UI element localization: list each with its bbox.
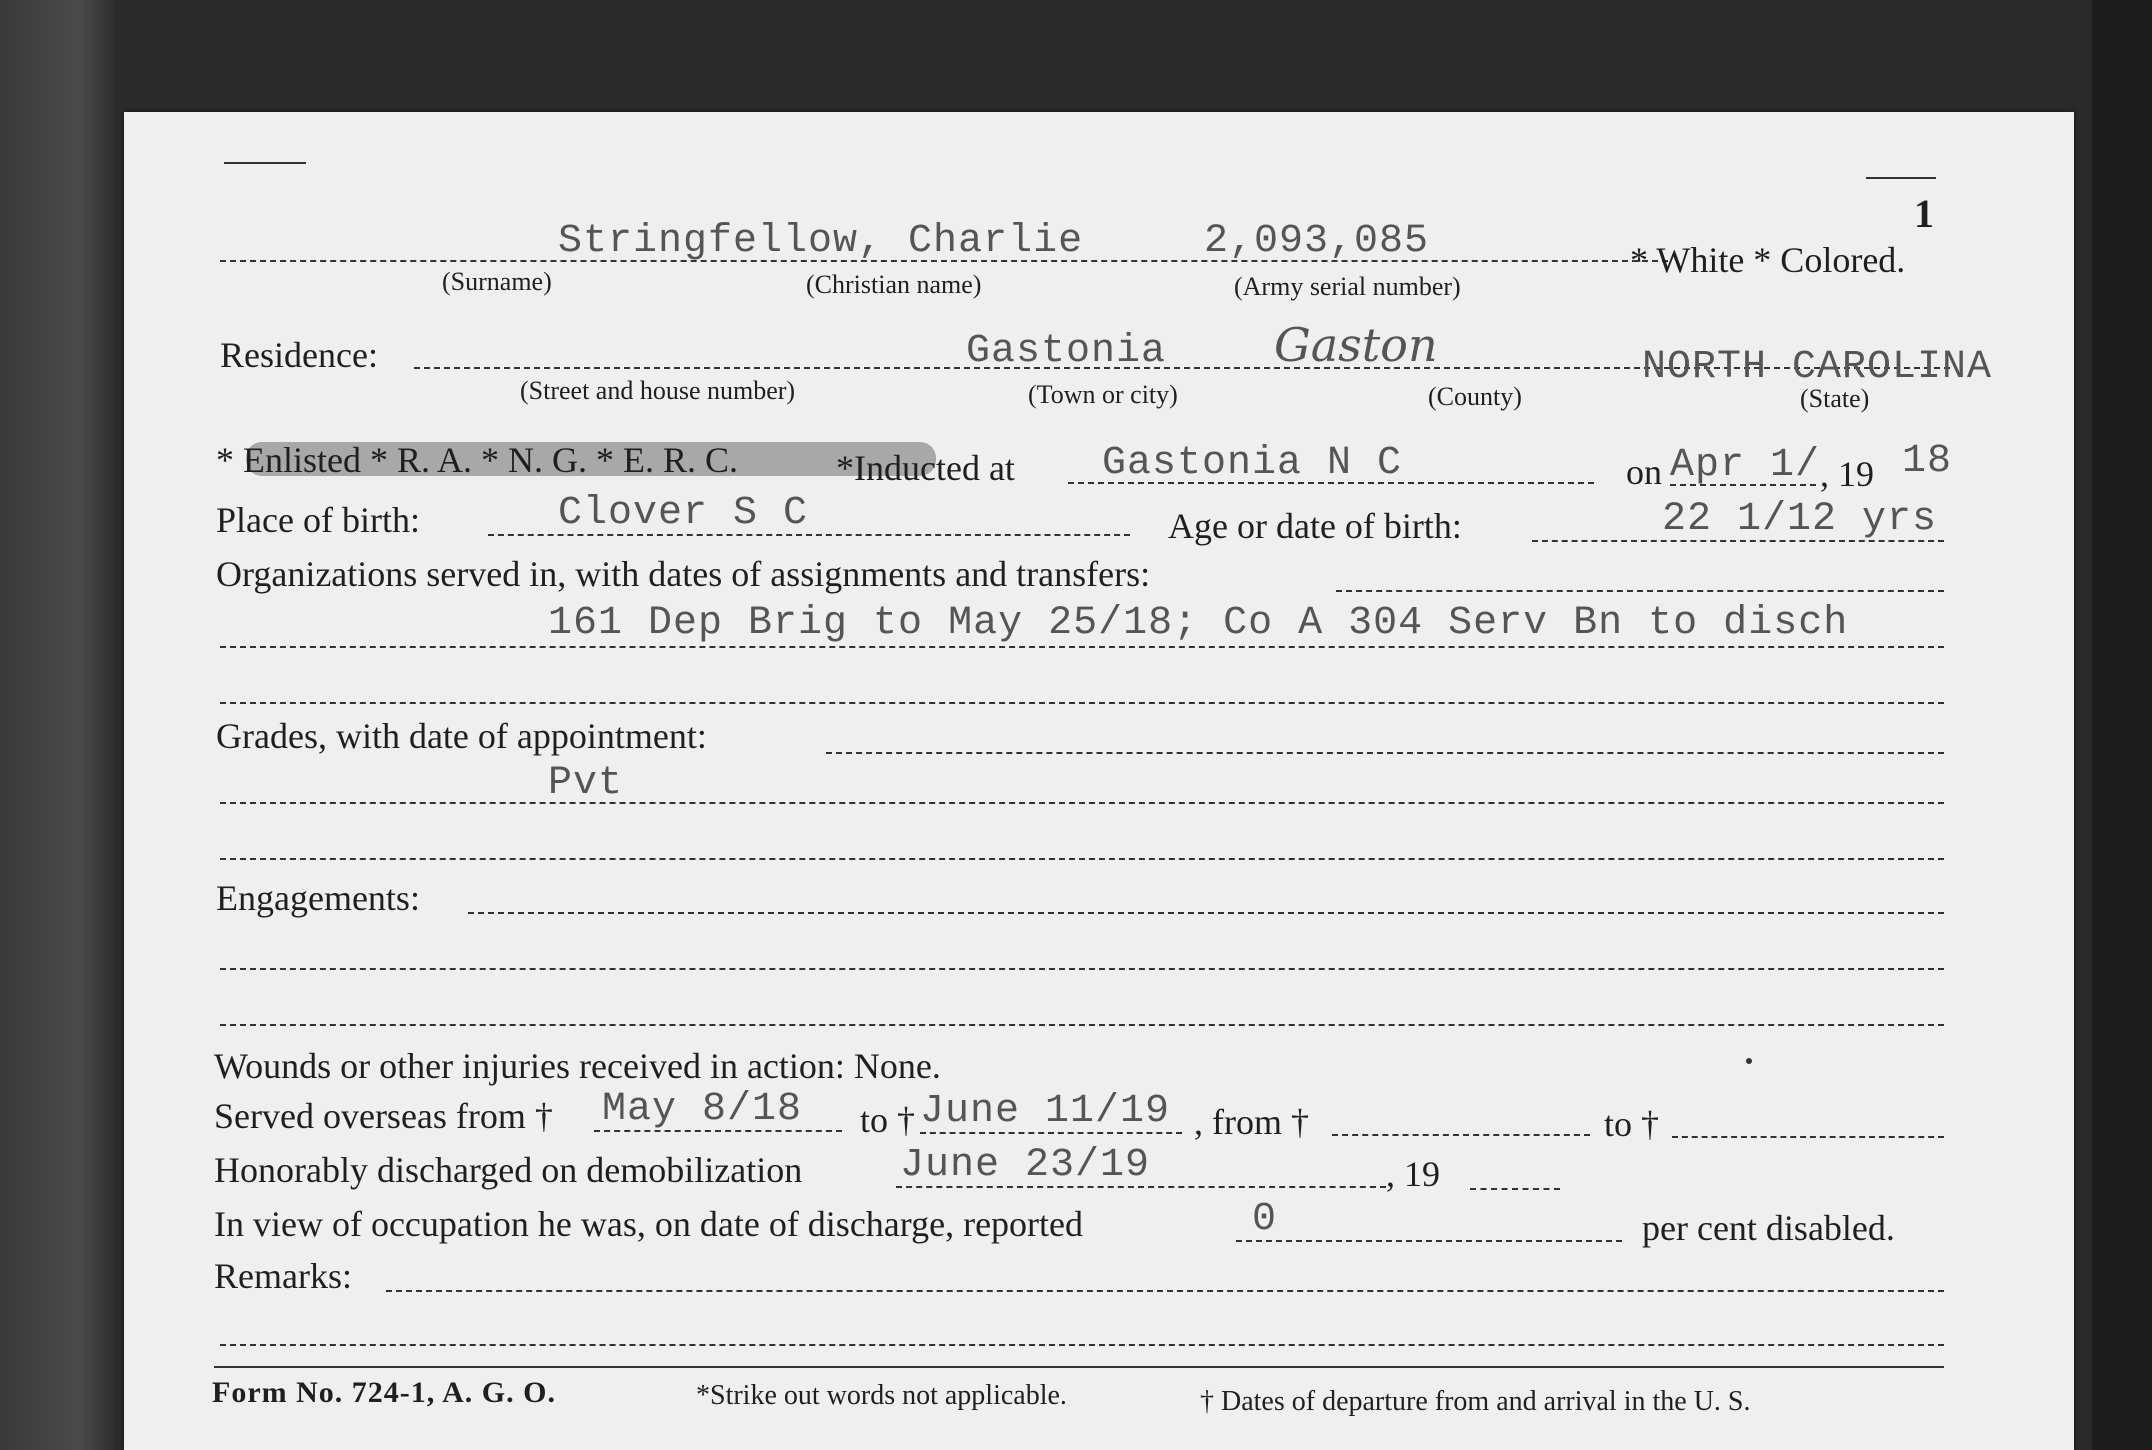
birth-place-value: Clover S C [558, 491, 809, 536]
ink-dot [1746, 1058, 1752, 1064]
inducted-place: Gastonia N C [1102, 441, 1403, 486]
residence-county: Gaston [1274, 318, 1438, 372]
county-label: (County) [1428, 382, 1522, 411]
residence-state: NORTH CAROLINA [1642, 345, 1993, 390]
strike-out-note: *Strike out words not applicable. [696, 1380, 1067, 1411]
discharge-label: Honorably discharged on demobilization [214, 1150, 803, 1190]
card-number-overline [1866, 177, 1936, 179]
residence-label: Residence: [220, 335, 378, 375]
wounds-label: Wounds or other injuries received in action: None. [214, 1046, 941, 1086]
dates-note: † Dates of departure from and arrival in the U. S. [1200, 1386, 1751, 1417]
inducted-year: 18 [1902, 439, 1953, 484]
disability-label: In view of occupation he was, on date of discharge, reported [214, 1204, 1084, 1244]
form-number: Form No. 724-1, A. G. O. [212, 1376, 556, 1409]
remarks-line-1 [386, 1290, 1944, 1292]
engagements-line-1 [468, 912, 1944, 914]
serial-value: 2,093,085 [1204, 219, 1430, 264]
enlisted-options: * Enlisted * R. A. * N. G. * E. R. C. [216, 440, 739, 480]
corner-mark [224, 162, 306, 164]
overseas-label: Served overseas from † [214, 1096, 553, 1136]
discharge-date: June 23/19 [900, 1143, 1151, 1188]
grades-line-1 [826, 752, 1944, 754]
residence-town: Gastonia [966, 329, 1167, 374]
discharge-year-label: , 19 [1386, 1154, 1440, 1194]
overseas-to-label: to † [860, 1100, 916, 1140]
on-label: on [1626, 452, 1662, 492]
footer-rule [214, 1366, 1944, 1368]
remarks-label: Remarks: [214, 1256, 352, 1296]
grades-line-2 [220, 802, 1944, 804]
engagements-line-3 [220, 1024, 1944, 1026]
age-value: 22 1/12 yrs [1662, 497, 1938, 542]
grades-label: Grades, with date of appointment: [216, 716, 707, 756]
scan-background-right [2092, 0, 2152, 1450]
birth-place-label: Place of birth: [216, 500, 420, 540]
street-label: (Street and house number) [520, 376, 796, 405]
organizations-line-3 [220, 702, 1944, 704]
name-value: Stringfellow, Charlie [558, 219, 1084, 264]
engagements-line-2 [220, 968, 1944, 970]
remarks-line-2 [220, 1344, 1944, 1346]
disability-line [1236, 1240, 1622, 1242]
year-prefix: , 19 [1820, 454, 1874, 494]
discharge-year-line [1470, 1188, 1560, 1190]
organizations-line-2 [220, 646, 1944, 648]
grades-value: Pvt [548, 761, 624, 806]
inducted-label: *Inducted at [836, 448, 1015, 488]
scan-background-left [0, 0, 115, 1450]
organizations-line-1 [1336, 590, 1944, 592]
christian-name-label: (Christian name) [806, 270, 982, 299]
disability-suffix: per cent disabled. [1642, 1208, 1895, 1248]
organizations-label: Organizations served in, with dates of assignments and transfers: [216, 554, 1151, 594]
organizations-value: 161 Dep Brig to May 25/18; Co A 304 Serv Bn to disch [548, 601, 1849, 646]
surname-label: (Surname) [442, 267, 552, 296]
service-record-card [124, 112, 2074, 1450]
overseas-from2-label: , from † [1194, 1102, 1309, 1142]
age-label: Age or date of birth: [1168, 506, 1462, 546]
disability-value: 0 [1252, 1197, 1278, 1242]
engagements-label: Engagements: [216, 878, 420, 918]
overseas-to2-line [1672, 1136, 1944, 1138]
town-label: (Town or city) [1028, 380, 1178, 409]
race-options: * White * Colored. [1630, 240, 1906, 280]
state-label: (State) [1800, 384, 1870, 413]
serial-label: (Army serial number) [1234, 272, 1461, 301]
overseas-from2-line [1332, 1134, 1590, 1136]
grades-line-3 [220, 858, 1944, 860]
overseas-to2-label: to † [1604, 1104, 1660, 1144]
overseas-from-value: May 8/18 [602, 1087, 803, 1132]
overseas-to-value: June 11/19 [920, 1089, 1171, 1134]
inducted-date: Apr 1/ [1670, 443, 1821, 488]
card-number: 1 [1914, 191, 1934, 236]
